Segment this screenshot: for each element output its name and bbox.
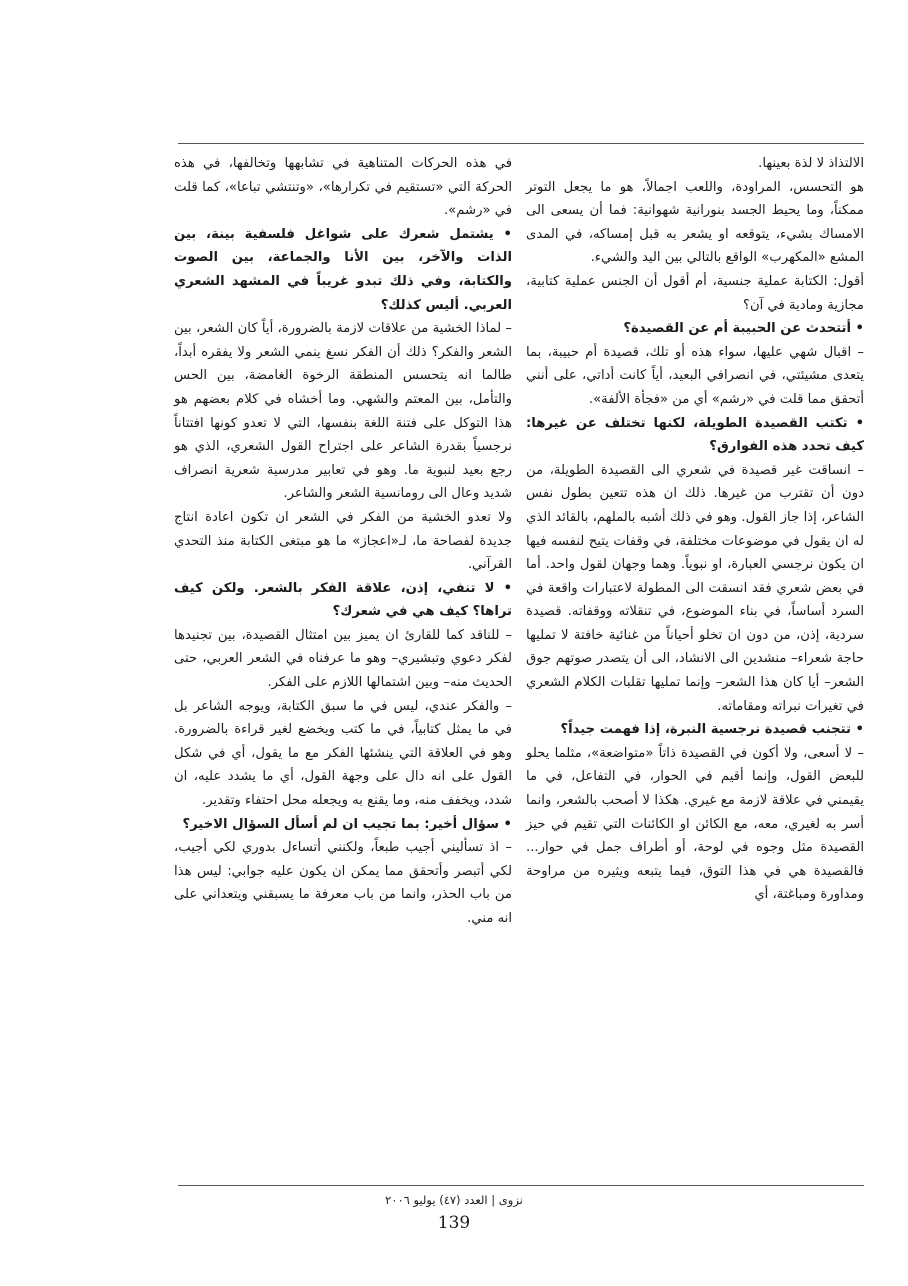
paragraph: – اذ تسأليني أجيب طبعاً، ولكنني أتساءل بدوري لكي أجيب، لكي أتبصر وأتحقق مما يمكن ان يكون عليه جوابي: ليس هذا من باب الحذر، وانما من باب معرفة ما يسبقني ويتعداني على انه مني.: [174, 840, 512, 926]
interview-question: • تتجنب قصيدة نرجسية النبرة، إذا فهمت جيداً؟: [560, 722, 864, 738]
paragraph: – والفكر عندي، ليس في ما سبق الكتابة، ويوجه الشاعر بل في ما يمثل كتابياً، في ما كتب ويخضع لغير قراءة بالضرورة. وهو في العلاقة التي ينشئها الفكر مع ما يقول، أي في شكل القول على انه دال على وجهة القول، أي ما يشدد عليه، ان شدد، ويخفف منه، وما يقنع به ويجعله محل احتفاء وتقدير.: [174, 698, 512, 809]
paragraph: – انساقت غير قصيدة في شعري الى القصيدة الطويلة، من دون أن تقترب من غيرها. ذلك ان هذه تتعين بطول نفس الشاعر، إذا جاز القول. وهو في ذلك أشبه بالملهم، بالقائد الذي له ان يقول في موضوعات مختلفة، في وقفات يتيح لنفسه فيها ان يكون نرجسي العبارة، او نبوياً. وهما وجهان لقول واحد. أما في بعض شعري فقد انسقت الى المطولة لاعتبارات واقعة في السرد أساساً، في بناء الموضوع، في تنقلاته ووقفاته. قصيدة سردية، إذن، من دون ان تخلو أحياناً من غنائية خافتة لا تمليها حاجة شعراء– منشدين الى الانشاد، الى أن يتصدر صوتهم جوق الشعر– أيا كان هذا الشعر– وإنما تمليها تقلبات الكلام الشعري في تغيرات نبراته ومقاماته.: [526, 462, 864, 714]
paragraph: في هذه الحركات المتناهية في تشابهها وتخالفها، في هذه الحركة التي «تستقيم في تكرارها»، «وتنتشي تباعا»، كما قلت في «رشم».: [174, 156, 512, 219]
interview-question: • سؤال أخير: بما تجيب ان لم أسأل السؤال الاخير؟: [182, 816, 512, 832]
interview-question: • لا تنفي، إذن، علاقة الفكر بالشعر. ولكن كيف تراها؟ كيف هي في شعرك؟: [174, 580, 512, 620]
paragraph: هو التحسس، المراودة، واللعب اجمالاً، هو ما يجعل التوتر ممكناً، وما يحيط الجسد بنورانية شهوانية: فما أن يسعى الى الامساك بشيء، يتوقعه او يشعر به قبل إمساكه، في المدى المشع «المكهرب» الواقع بالتالي بين اليد والشيء.: [526, 179, 864, 266]
paragraph: – للناقد كما للقارئ ان يميز بين امتثال القصيدة، بين تجنيدها لفكر دعوي وتبشيري– وهو ما عرفناه في الشعر العربي، حتى الحديث منه– وبين اشتمالها اللازم على الفكر.: [174, 627, 512, 691]
text-column-left: [174, 152, 512, 931]
interview-question: • يشتمل شعرك على شواغل فلسفية بينة، بين الذات والآخر، بين الأنا والجماعة، بين الصوت والكتابة، وفي ذلك تبدو غريباً في المشهد الشعري العربي. أليس كذلك؟: [174, 226, 512, 313]
paragraph: – اقبال شهي عليها، سواء هذه أو تلك، قصيدة أم حبيبة، بما يتعدى مشيئتي، في انصرافي البعيد، أياً كانت أداتي، على أنني أتحقق مما قلت في «رشم» أي من «فجأة الألفة».: [526, 344, 864, 407]
interview-question: • أتتحدث عن الحبيبة أم عن القصيدة؟: [623, 321, 864, 337]
top-divider-line: [178, 143, 864, 144]
text-column-right: [526, 152, 864, 907]
paragraph: – لا أسعى، ولا أكون في القصيدة ذاتاً «متواضعة»، مثلما يحلو للبعض القول، وإنما أقيم في الحوار، في التفاعل، في ما يقيمني في علاقة لازمة مع غيري. هكذا لا أصحب بالشعر، وانما أسر به لغيري، معه، مع الكائن او الكائنات التي تقيم في حيز القصيدة مثل وجوه في لوحة، أو أطراف جمل في حوار... فالقصيدة هي في هذا التوق، فيما يتبعه ويثيره من مراوحة ومداورة ومباغتة، أي: [526, 745, 864, 903]
paragraph: أقول: الكتابة عملية جنسية، أم أقول أن الجنس عملية كتابية، مجازية ومادية في آن؟: [526, 273, 864, 313]
page-number: 139: [437, 1213, 471, 1233]
interview-question: • تكتب القصيدة الطويلة، لكنها تختلف عن غيرها: كيف تحدد هذه الفوارق؟: [526, 415, 864, 455]
paragraph: ولا تعدو الخشية من الفكر في الشعر ان تكون اعادة انتاج جديدة لفصاحة ما، لـ«اعجاز» ما هو مبتغى الكتابة منذ التحدي القرآني.: [174, 509, 512, 573]
paragraph: الالتذاذ لا لذة بعينها.: [758, 156, 864, 171]
issue-footer: نزوى | العدد (٤٧) يوليو ٢٠٠٦: [385, 1193, 523, 1207]
paragraph: – لماذا الخشية من علاقات لازمة بالضرورة، أياً كان الشعر، بين الشعر والفكر؟ ذلك أن الفكر نسغ ينمي الشعر ولا يفقره أبداً، طالما انه يتحسس المنطقة الرخوة الغامضة، بين الحس والتأمل، بين المعتم والشهي. وما أخشاه في كلام بعضهم هو هذا التوكل على فتنة اللغة بنفسها، التي لا تعدو كونها افتتاناً نرجسياً بقدرة الشاعر على اجتراح القول الشعري، الذي هو رجع بعيد لنبوية ما. وهو في تعابير مدرسية شعرية انصراف شديد وعال الى رومانسية الشعر والشاعر.: [174, 321, 512, 502]
bottom-divider-line: [178, 1185, 864, 1186]
